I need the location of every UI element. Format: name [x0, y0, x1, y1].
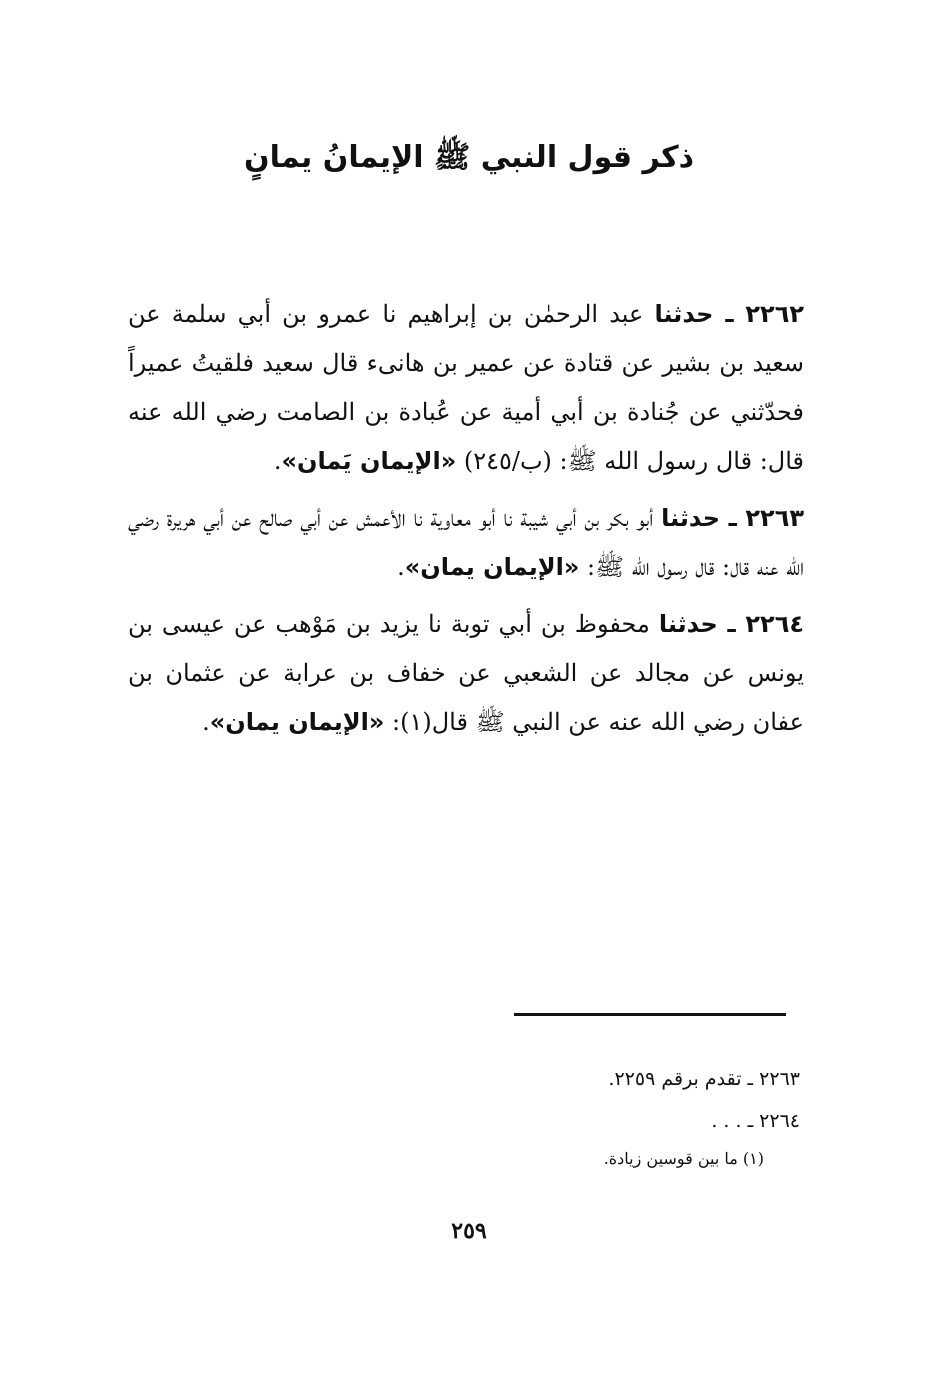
hadith-quote: «الإيمان يمان»: [404, 553, 580, 581]
hadith-end: .: [273, 447, 282, 475]
footnote-2264: ٢٢٦٤ ـ . . .: [711, 1110, 800, 1132]
hadith-lead: ٢٢٦٣ ـ حدثنا: [661, 504, 804, 532]
hadith-text: أبو بكر بن أبي شيبة نا أبو معاوية نا الأعمش عن أبي صالح عن أبي هريرة رضي الله عنه قال: قال رسول الله ﷺ:: [128, 504, 804, 581]
hadith-list: [128, 290, 804, 755]
hadith-2264: [128, 600, 804, 747]
page-number: ٢٥٩: [451, 1218, 487, 1244]
hadith-lead: ٢٢٦٢ ـ حدثنا: [654, 300, 804, 328]
footnote-separator: [514, 1013, 786, 1016]
footnote-1: (١) ما بين قوسين زيادة.: [603, 1149, 764, 1168]
page-title: ذكر قول النبي ﷺ الإيمانُ يمانٍ: [244, 140, 694, 175]
footnotes: [440, 1058, 800, 1176]
hadith-quote: «الإيمان يمان»: [209, 708, 385, 736]
hadith-lead: ٢٢٦٤ ـ حدثنا: [658, 610, 804, 638]
hadith-text: عبد الرحمٰن بن إبراهيم نا عمرو بن أبي سلمة عن سعيد بن بشير عن قتادة عن عمير بن هانىء قال سعيد فلقيتُ عميراً فحدّثني عن جُنادة بن أبي أمية عن عُبادة بن الصامت رضي الله عنه قال: قال رسول الله ﷺ: (ب/٢٤٥): [128, 300, 804, 475]
hadith-2263: [128, 494, 804, 592]
footnote-2263: ٢٢٦٣ ـ تقدم برقم ٢٢٥٩.: [608, 1068, 800, 1090]
hadith-end: .: [202, 708, 210, 736]
hadith-end: .: [397, 553, 405, 581]
hadith-text: محفوظ بن أبي توبة نا يزيد بن مَوْهب عن عيسى بن يونس عن مجالد عن الشعبي عن خفاف بن عرابة عن عثمان بن عفان رضي الله عنه عن النبي ﷺ قال(١):: [128, 610, 804, 736]
hadith-2262: [128, 290, 804, 486]
hadith-quote: «الإيمان يَمان»: [281, 447, 457, 475]
